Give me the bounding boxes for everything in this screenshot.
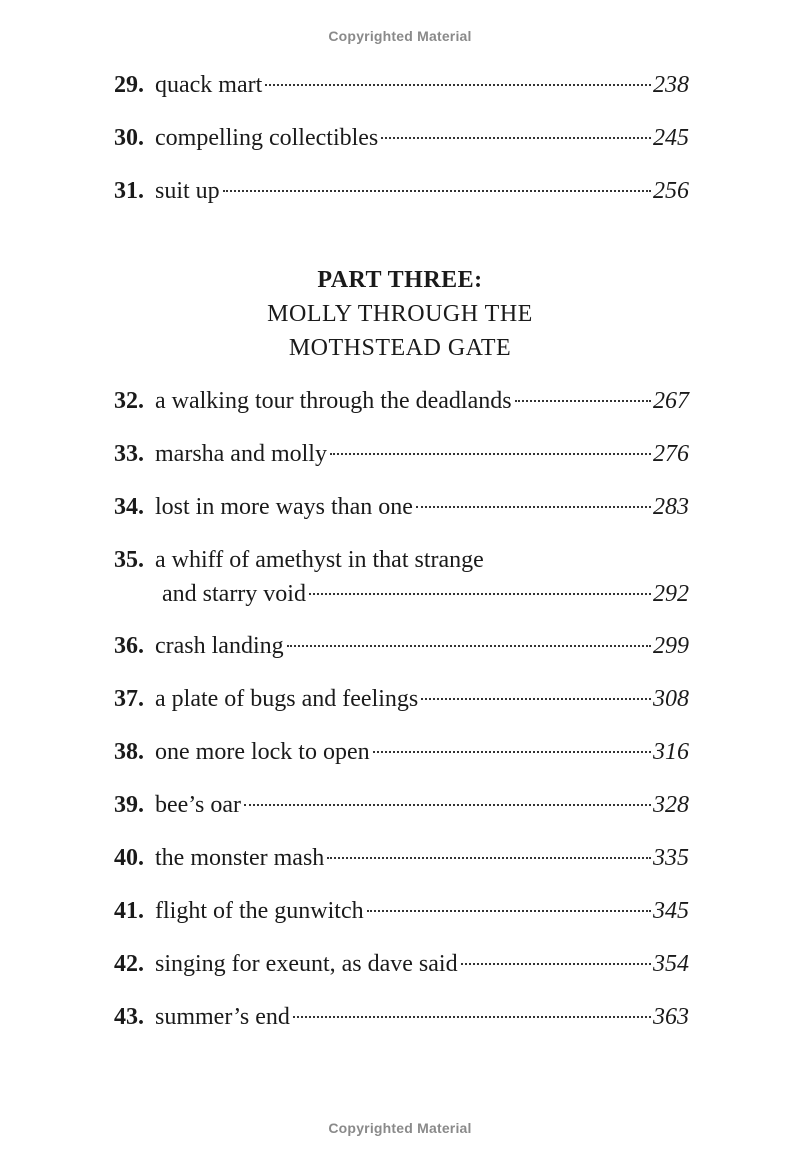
toc-entry-43[interactable] [114, 1000, 689, 1034]
dot-leader [309, 593, 651, 595]
chapter-title: lost in more ways than one [155, 494, 413, 520]
chapter-title: crash landing [155, 633, 284, 659]
toc-entry-37[interactable] [114, 682, 689, 716]
chapter-number: 43. [114, 1004, 144, 1030]
chapter-number: 39. [114, 792, 144, 818]
chapter-title: marsha and molly [155, 441, 327, 467]
chapter-title: one more lock to open [155, 739, 370, 765]
dot-leader [293, 1016, 651, 1018]
page-number: 308 [653, 686, 689, 712]
page-number: 354 [653, 951, 689, 977]
chapter-number: 38. [114, 739, 144, 765]
chapter-number: 29. [114, 72, 144, 98]
dot-leader [461, 963, 651, 965]
page-number: 345 [653, 898, 689, 924]
toc-entry-36[interactable] [114, 629, 689, 663]
toc-entry-41[interactable] [114, 894, 689, 928]
dot-leader [327, 857, 651, 859]
part-subtitle-line-2: MOTHSTEAD GATE [288, 335, 512, 361]
toc-entry-34[interactable] [114, 490, 689, 524]
chapter-title: suit up [155, 178, 220, 204]
page-number: 283 [653, 494, 689, 520]
chapter-title: a whiff of amethyst in that strange [155, 547, 484, 573]
toc-entry-39[interactable] [114, 788, 689, 822]
chapter-title: summer’s end [155, 1004, 290, 1030]
dot-leader [373, 751, 651, 753]
chapter-number: 36. [114, 633, 144, 659]
dot-leader [287, 645, 651, 647]
toc-entry-29[interactable] [114, 68, 689, 102]
toc-entry-32[interactable] [114, 384, 689, 418]
chapter-number: 32. [114, 388, 144, 414]
toc-entry-33[interactable] [114, 437, 689, 471]
dot-leader [515, 400, 651, 402]
page-number: 276 [653, 441, 689, 467]
chapter-title: the monster mash [155, 845, 325, 871]
chapter-title: a plate of bugs and feelings [155, 686, 419, 712]
chapter-title: singing for exeunt, as dave said [155, 951, 458, 977]
chapter-title-continued: and starry void [162, 581, 306, 607]
toc-entry-40[interactable] [114, 841, 689, 875]
page-number: 245 [653, 125, 689, 151]
chapter-title: quack mart [155, 72, 263, 98]
toc-entry-38[interactable] [114, 735, 689, 769]
part-subtitle-line-1: MOLLY THROUGH THE [267, 301, 533, 327]
page-number: 256 [653, 178, 689, 204]
copyright-watermark-top: Copyrighted Material [328, 28, 472, 44]
page-number: 238 [653, 72, 689, 98]
copyright-watermark-bottom: Copyrighted Material [328, 1120, 472, 1136]
dot-leader [244, 804, 651, 806]
chapter-title: a walking tour through the deadlands [155, 388, 512, 414]
toc-entry-31[interactable] [114, 174, 689, 208]
chapter-number: 35. [114, 547, 144, 573]
chapter-number: 34. [114, 494, 144, 520]
part-title: PART THREE: [317, 267, 483, 293]
chapter-title: bee’s oar [155, 792, 241, 818]
dot-leader [421, 698, 651, 700]
dot-leader [330, 453, 651, 455]
chapter-number: 33. [114, 441, 144, 467]
toc-entry-42[interactable] [114, 947, 689, 981]
page-number: 267 [653, 388, 689, 414]
chapter-number: 41. [114, 898, 144, 924]
page-number: 299 [653, 633, 689, 659]
chapter-title: flight of the gunwitch [155, 898, 364, 924]
page-number: 292 [653, 581, 689, 607]
chapter-number: 40. [114, 845, 144, 871]
chapter-number: 42. [114, 951, 144, 977]
dot-leader [416, 506, 651, 508]
page-number: 316 [653, 739, 689, 765]
chapter-number: 30. [114, 125, 144, 151]
page-number: 363 [653, 1004, 689, 1030]
dot-leader [223, 190, 651, 192]
page-number: 328 [653, 792, 689, 818]
part-three-heading [0, 263, 800, 365]
dot-leader [381, 137, 651, 139]
chapter-number: 31. [114, 178, 144, 204]
toc-entry-35[interactable] [114, 543, 689, 611]
chapter-title: compelling collectibles [155, 125, 379, 151]
page-number: 335 [653, 845, 689, 871]
dot-leader [367, 910, 651, 912]
chapter-number: 37. [114, 686, 144, 712]
dot-leader [265, 84, 651, 86]
toc-entry-30[interactable] [114, 121, 689, 155]
